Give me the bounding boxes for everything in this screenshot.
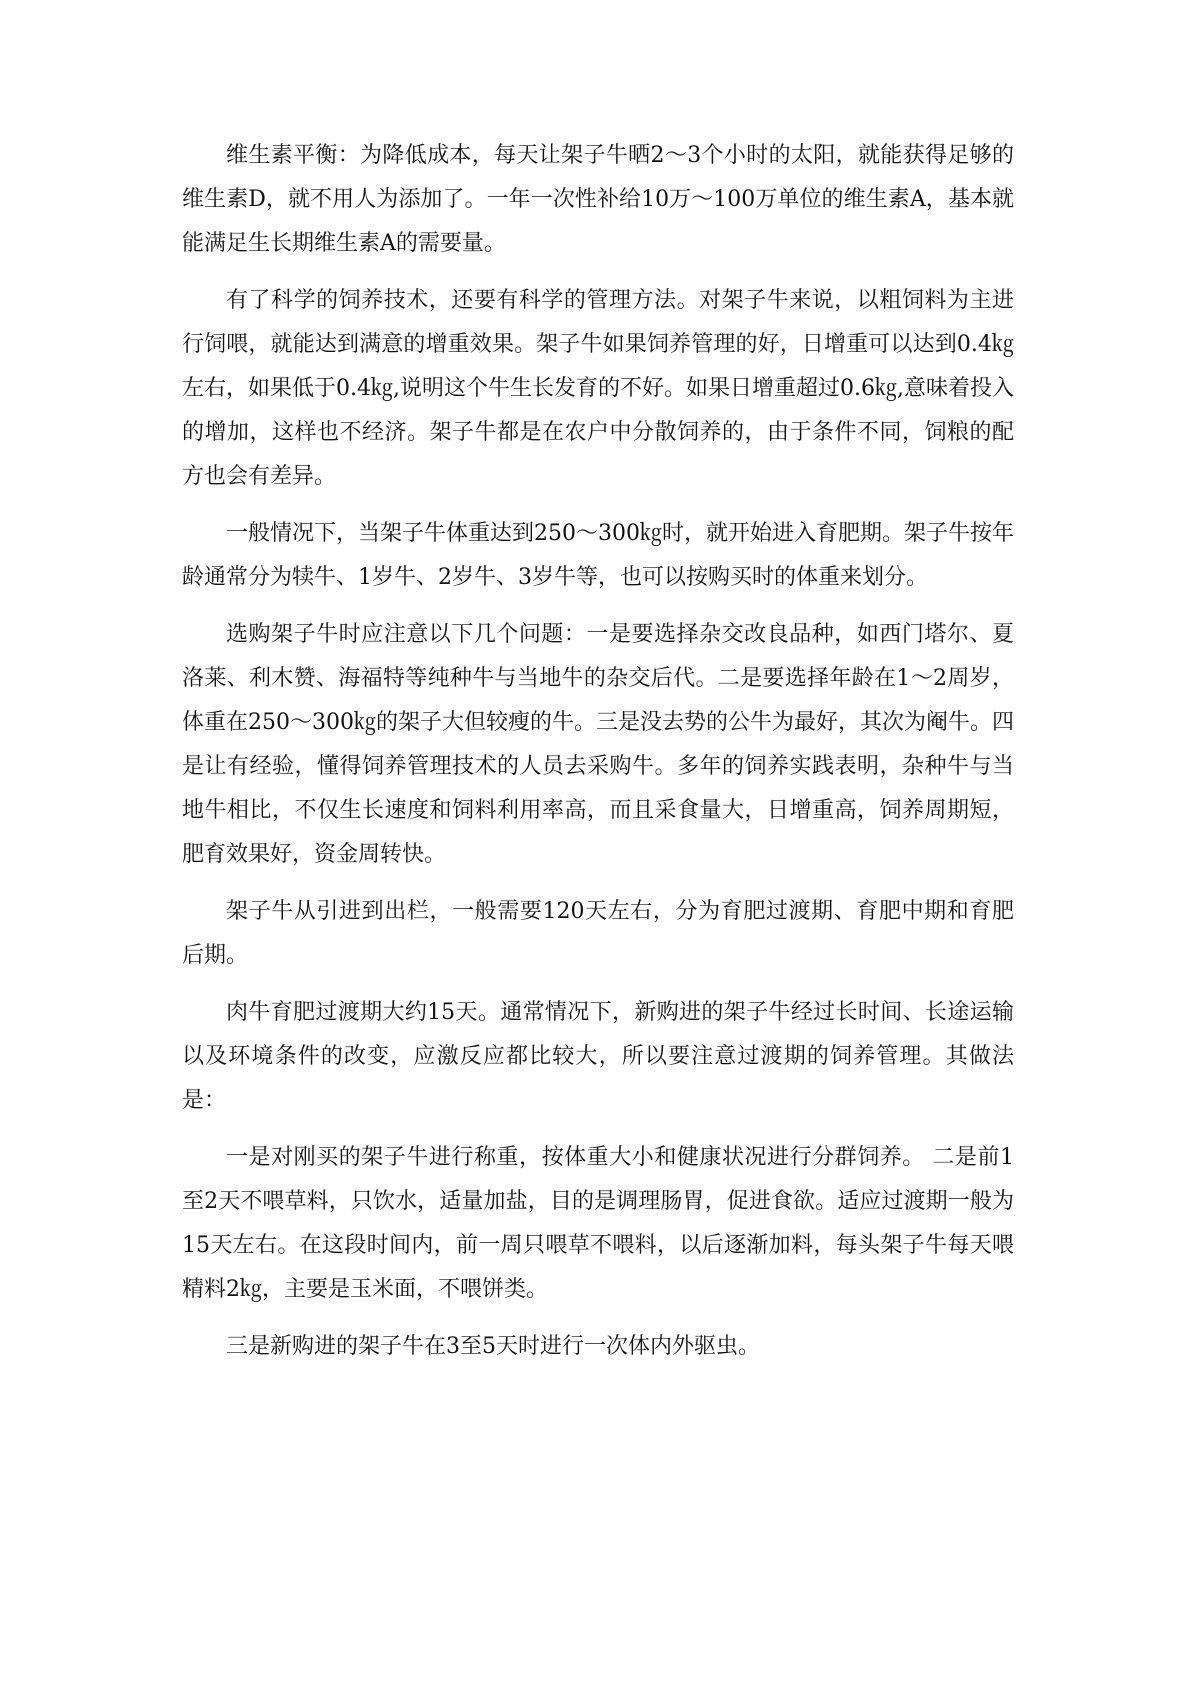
paragraph-selection-criteria: 选购架子牛时应注意以下几个问题：一是要选择杂交改良品种，如西门塔尔、夏洛莱、利木赞、海福特等纯种牛与当地牛的杂交后代。二是要选择年龄在1～2周岁，体重在250～300㎏的架子大但较瘦的牛。三是没去势的公牛为最好，其次为阉牛。四是让有经验，懂得饲养管理技术的人员去采购牛。多年的饲养实践表明，杂种牛与当地牛相比，不仅生长速度和饲料利用率高，而且采食量大，日增重高，饲养周期短，肥育效果好，资金周转快。 xyxy=(182,622,1014,867)
paragraph-deworming: 三是新购进的架子牛在3至5天时进行一次体内外驱虫。 xyxy=(226,1334,760,1359)
paragraph-transition-period: 肉牛育肥过渡期大约15天。通常情况下，新购进的架子牛经过长时间、长途运输以及环境条件的改变，应激反应都比较大，所以要注意过渡期的饲养管理。其做法是： xyxy=(182,1000,1014,1113)
paragraph-transition-steps: 一是对刚买的架子牛进行称重，按体重大小和健康状况进行分群饲养。 二是前1至2天不喂草料，只饮水，适量加盐，目的是调理肠胃，促进食欲。适应过渡期一般为15天左右。在这段时间内，前一周只喂草不喂料，以后逐渐加料，每头架子牛每天喂精料2㎏，主要是玉米面，不喂饼类。 xyxy=(182,1145,1014,1302)
paragraph-fattening-stages: 架子牛从引进到出栏，一般需要120天左右，分为育肥过渡期、育肥中期和育肥后期。 xyxy=(182,899,1014,968)
document-body xyxy=(182,134,1014,1382)
paragraph-management-methods: 有了科学的饲养技术，还要有科学的管理方法。对架子牛来说，以粗饲料为主进行饲喂，就能达到满意的增重效果。架子牛如果饲养管理的好，日增重可以达到0.4㎏左右，如果低于0.4㎏,说明这个牛生长发育的不好。如果日增重超过0.6㎏,意味着投入的增加，这样也不经济。架子牛都是在农户中分散饲养的，由于条件不同，饲粮的配方也会有差异。 xyxy=(182,288,1014,489)
paragraph-vitamin-balance: 维生素平衡：为降低成本，每天让架子牛晒2～3个小时的太阳，就能获得足够的维生素D，就不用人为添加了。一年一次性补给10万～100万单位的维生素A，基本就能满足生长期维生素A的需要量。 xyxy=(182,143,1014,256)
paragraph-fattening-period: 一般情况下，当架子牛体重达到250～300㎏时，就开始进入育肥期。架子牛按年龄通常分为犊牛、1岁牛、2岁牛、3岁牛等，也可以按购买时的体重来划分。 xyxy=(182,521,1014,590)
